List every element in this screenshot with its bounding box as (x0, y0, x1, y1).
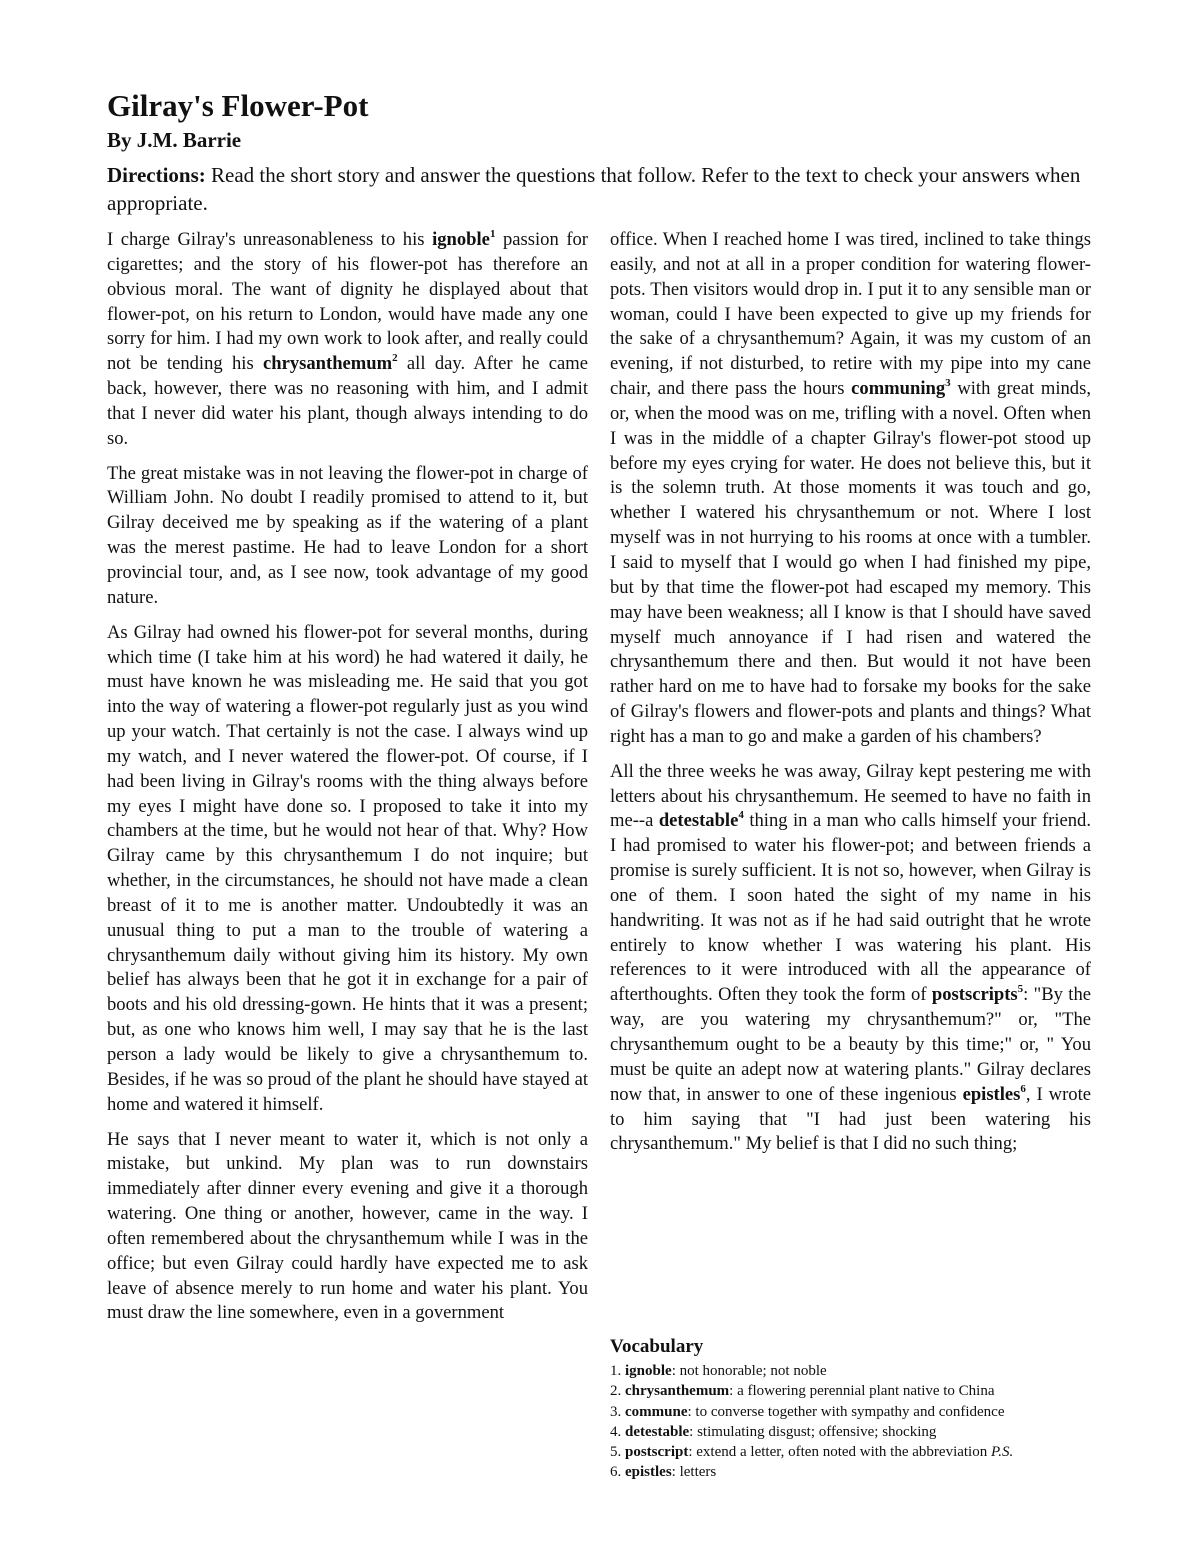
vocab-number: 3. (610, 1403, 625, 1420)
vocabulary-item (610, 1381, 1093, 1401)
footnote-marker: 6 (1020, 1082, 1026, 1095)
vocab-term: commune (625, 1403, 688, 1420)
vocab-definition: to converse together with sympathy and confidence (695, 1403, 1005, 1420)
vocab-number: 2. (610, 1383, 625, 1400)
story-column-left (107, 228, 588, 1336)
vocab-separator: : (671, 1464, 680, 1481)
vocab-definition: a flowering perennial plant native to China (737, 1383, 995, 1400)
footnote-marker: 1 (489, 228, 496, 240)
paragraph-text: with great minds, or, when the mood was on me, trifling with a novel. Often when I was in the middle of a chapter Gilray's flower-pot stood up before my eyes crying for water. He does not believe this, but it is the solemn truth. At those moments it was touch and go, whether I watered his chrysanthemum or not. Where I lost myself was in not hurrying to his rooms at once with a tumbler. I said to myself that I would go when I had finished my pipe, but by that time the flower-pot had escaped my memory. This may have been weakness; all I know is that I should have saved myself much annoyance if I had risen and watered the chrysanthemum there and then. But would it not have been rather hard on me to have had to forsake my books for the sake of Gilray's flowers and flower-pots and plants and things? What right has a man to go and make a garden of his chambers? (610, 378, 1091, 747)
story-paragraph-3: As Gilray had owned his flower-pot for several months, during which time (I take him at his word) he had watered it daily, he must have known he was misleading me. He said that you got into the way of watering a flower-pot regularly just as you wind up your watch. That certainly is not the case. I always wind up my watch, and I never watered the flower-pot. Of course, if I had been living in Gilray's rooms with the thing always before my eyes I might have done so. I proposed to take it into my chambers at the time, but he would not hear of that. Why? How Gilray came by this chrysanthemum I do not inquire; but whether, in the circumstances, he should not have made a clean breast of it to me is another matter. Undoubtedly it was an unusual thing to put a man to the trouble of watering a chrysanthemum daily without giving him its history. My own belief has always been that he got it in exchange for a pair of boots and his old dressing-gown. He hints that it was a present; but, as one who knows him well, I may say that he is the last person a lady would be likely to give a chrysanthemum to. Besides, if he was so proud of the plant he should have stayed at home and watered it himself. (107, 621, 588, 1115)
directions (107, 161, 1093, 217)
vocab-term: epistles (625, 1464, 672, 1481)
vocabulary-list (610, 1361, 1093, 1483)
story-paragraph-4-continued (610, 228, 1091, 750)
footnote-marker: 5 (1017, 983, 1024, 996)
vocabulary-item (610, 1402, 1093, 1422)
vocab-term-communing: communing (851, 378, 946, 400)
paragraph-text: passion for cigarettes; and the story of his flower-pot has therefore an obvious moral. The want of dignity he displayed about that flower-pot, on his return to London, would have made any one sorry for him. I had my own work to look after, and really could not be tending his (107, 229, 588, 375)
vocab-separator: : (689, 1423, 698, 1440)
vocab-separator: : (687, 1403, 696, 1420)
story-paragraph-4-start: He says that I never meant to water it, which is not only a mistake, but unkind. My plan was to run downstairs immediately after dinner every evening and give it a thorough watering. One thing or another, however, came in the way. I often remembered about the chrysanthemum while I was in the office; but even Gilray could hardly have expected me to ask leave of absence merely to run home and water his plant. You must draw the line somewhere, even in a government (107, 1128, 588, 1324)
vocab-separator: : (671, 1363, 680, 1379)
footnote-marker: 3 (945, 377, 951, 390)
directions-text: Read the short story and answer the questions that follow. Refer to the text to check your answers when appropriate. (107, 163, 1081, 215)
vocabulary-item (610, 1442, 1093, 1462)
story-column-right (610, 228, 1091, 1167)
footnote-marker: 4 (738, 809, 744, 822)
vocabulary-item (610, 1462, 1093, 1482)
vocabulary-item (610, 1422, 1093, 1442)
vocab-number: 4. (610, 1423, 625, 1440)
vocab-number: 5. (610, 1444, 625, 1461)
vocab-definition-italic: P.S. (990, 1444, 1014, 1461)
vocab-separator: : (688, 1444, 697, 1461)
story-paragraph-2: The great mistake was in not leaving the flower-pot in charge of William John. No doubt I readily promised to attend to it, but Gilray deceived me by speaking as if the watering of a plant was the merest pastime. He had to leave London for a short provincial tour, and, as I see now, took advantage of my good nature. (107, 462, 588, 608)
paragraph-text: I charge Gilray's unreasonableness to his (107, 229, 433, 250)
story-author: By J.M. Barrie (107, 128, 242, 152)
paragraph-text: office. When I reached home I was tired, inclined to take things easily, and not at all in a proper condition for watering flower-pots. Then visitors would drop in. I put it to any sensible man or woman, could I have been expected to give up my friends for the sake of a chrysanthemum? Again, it was my custom of an evening, if not disturbed, to retire with my pipe into my cane chair, and there pass the hours (610, 229, 1091, 400)
footnote-marker: 2 (392, 352, 398, 365)
vocab-term: detestable (625, 1423, 690, 1440)
story-title: Gilray's Flower-Pot (107, 88, 369, 123)
paragraph-text: : "By the way, are you watering my chrysanthemum?" or, "The chrysanthemum ought to be a beauty by this time;" or, " You must be quite an adept now at watering plants." Gilray declares now that, in answer to one of these ingenious (610, 984, 1091, 1105)
vocab-separator: : (729, 1383, 738, 1400)
vocabulary-box (610, 1335, 1093, 1483)
vocab-term: chrysanthemum (625, 1383, 730, 1400)
vocab-term-epistles: epistles (962, 1083, 1021, 1105)
vocab-term: ignoble (625, 1363, 672, 1379)
vocab-number: 1. (610, 1363, 625, 1379)
vocab-number: 6. (610, 1464, 625, 1481)
paragraph-text: All the three weeks he was away, Gilray kept pestering me with letters about his chrysanthemum. He seemed to have no faith in me--a (610, 760, 1091, 832)
vocab-term-postscripts: postscripts (931, 984, 1018, 1006)
vocab-definition: stimulating disgust; offensive; shocking (697, 1423, 937, 1440)
paragraph-text: thing in a man who calls himself your friend. I had promised to water his flower-pot; and between friends a promise is surely sufficient. It is not so, however, when Gilray is one of them. I soon hated the sight of my name in his handwriting. It was not as if he had said outright that he wrote entirely to know whether I was watering his plant. His references to it were introduced with all the appearance of afterthoughts. Often they took the form of (610, 810, 1091, 1006)
vocab-definition: extend a letter, often noted with the abbreviation (696, 1444, 991, 1461)
vocab-term-chrysanthemum: chrysanthemum (263, 353, 393, 375)
directions-label: Directions: (107, 163, 206, 187)
story-paragraph-5 (610, 760, 1091, 1158)
vocab-definition: letters (679, 1464, 717, 1481)
paragraph-text: , I wrote to him saying that "I had just been watering his chrysanthemum." My belief is that I did no such thing; (610, 1083, 1091, 1155)
paragraph-text: all day. After he came back, however, there was no reasoning with him, and I admit that I never did water his plant, though always intending to do so. (107, 353, 588, 449)
vocab-definition: not honorable; not noble (679, 1363, 827, 1379)
vocab-term-ignoble: ignoble (432, 229, 490, 250)
vocab-term: postscript (625, 1444, 689, 1461)
vocabulary-heading: Vocabulary (610, 1336, 704, 1357)
vocabulary-item (610, 1361, 1093, 1381)
story-paragraph-1 (107, 228, 588, 452)
vocab-term-detestable: detestable (658, 810, 739, 832)
